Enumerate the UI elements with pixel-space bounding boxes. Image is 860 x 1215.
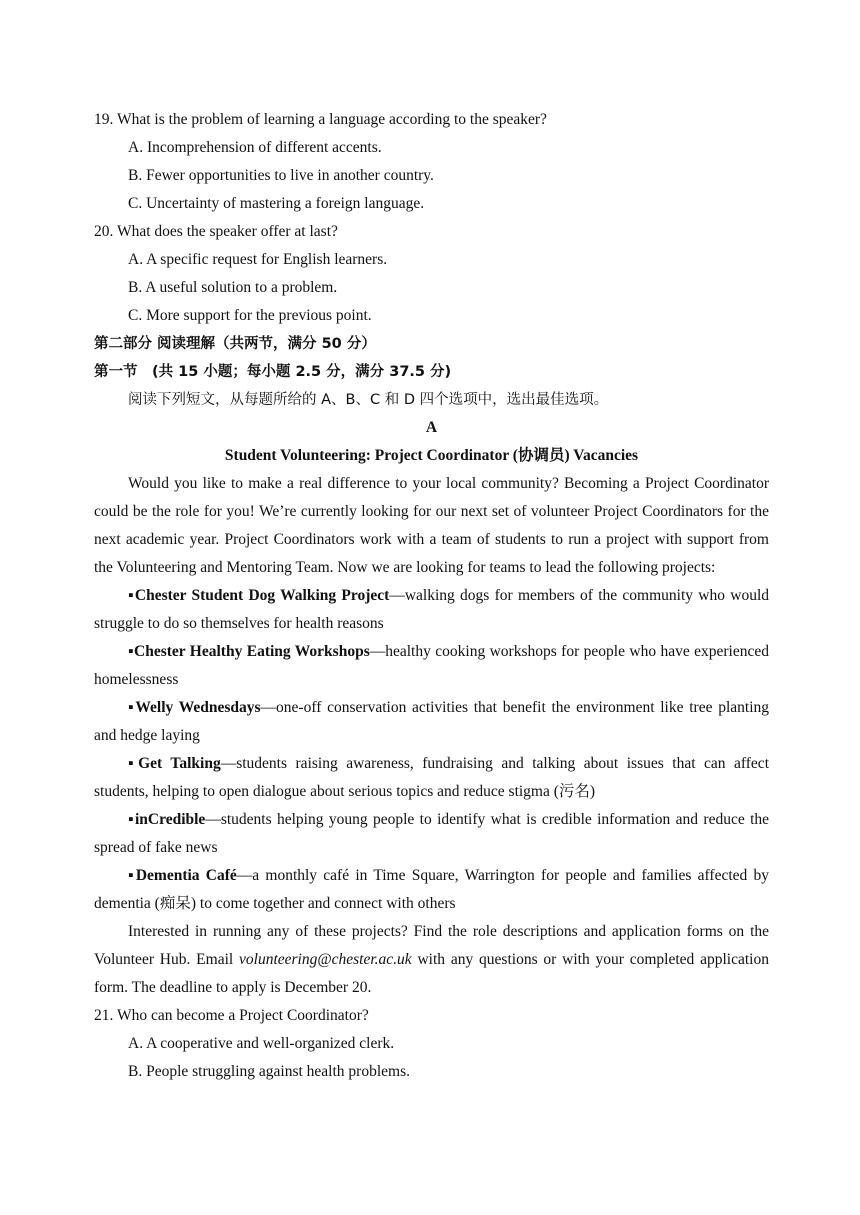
project-name: ▪Dementia Café [128, 867, 237, 884]
closing-text: with any questions or with your completed application form. The deadline to apply is December 20. [94, 951, 769, 996]
contact-email: volunteering@chester.ac.uk [239, 951, 412, 968]
question-19: 19. What is the problem of learning a language according to the speaker? [94, 111, 547, 128]
project-item [94, 582, 769, 638]
project-desc: —students raising awareness, fundraising and talking about issues that can affect students, helping to open dialogue about serious topics and reduce stigma (污名) [94, 755, 769, 800]
option-20b: B. A useful solution to a problem. [128, 279, 338, 296]
project-name: ▪inCredible [128, 811, 206, 828]
option-20c: C. More support for the previous point. [128, 307, 372, 324]
project-desc: —a monthly café in Time Square, Warrington for people and families affected by dementia (痴呆) to come together and connect with others [94, 867, 770, 912]
project-desc: —healthy cooking workshops for people who have experienced homelessness [94, 643, 770, 688]
option-20a: A. A specific request for English learners. [128, 251, 388, 268]
exam-page [94, 106, 769, 1086]
option-19b: B. Fewer opportunities to live in another country. [128, 167, 434, 184]
reading-instruction: 阅读下列短文，从每题所给的 A、B、C 和 D 四个选项中，选出最佳选项。 [128, 392, 609, 408]
option-21a: A. A cooperative and well-organized clerk. [128, 1035, 395, 1052]
project-name: ▪Get Talking [128, 755, 221, 772]
part2-heading: 第二部分 阅读理解（共两节，满分 50 分） [94, 336, 376, 352]
question-20: 20. What does the speaker offer at last? [94, 223, 338, 240]
project-item [94, 638, 769, 694]
section1-heading: 第一节 (共 15 小题；每小题 2.5 分，满分 37.5 分) [94, 364, 452, 380]
project-item [94, 862, 769, 918]
project-desc: —walking dogs for members of the community who would struggle to do so themselves for health reasons [94, 587, 770, 632]
passage-intro: Would you like to make a real difference to your local community? Becoming a Project Coordinator could be the role for you! We’re currently looking for our next set of volunteer Project Coordinators for the next academic year. Project Coordinators work with a team of students to run a project with support from the Volunteering and Mentoring Team. Now we are looking for teams to lead the following projects: [94, 475, 769, 576]
closing-text: Interested in running any of these projects? Find the role descriptions and application forms on the Volunteer Hub. Email [94, 923, 769, 968]
project-desc: —one-off conservation activities that benefit the environment like tree planting and hedge laying [94, 699, 769, 744]
project-name: ▪Chester Student Dog Walking Project [128, 587, 390, 604]
option-19a: A. Incomprehension of different accents. [128, 139, 382, 156]
project-item [94, 806, 769, 862]
passage-letter: A [425, 419, 438, 436]
project-item [94, 750, 769, 806]
project-item [94, 694, 769, 750]
option-21b: B. People struggling against health problems. [128, 1063, 410, 1080]
option-19c: C. Uncertainty of mastering a foreign language. [128, 195, 425, 212]
project-name: ▪Welly Wednesdays [128, 699, 261, 716]
passage-title: Student Volunteering: Project Coordinator (协调员) Vacancies [224, 447, 639, 464]
passage-closing [94, 918, 769, 1002]
project-name: ▪Chester Healthy Eating Workshops [128, 643, 370, 660]
question-21: 21. Who can become a Project Coordinator? [94, 1007, 369, 1024]
project-desc: —students helping young people to identify what is credible information and reduce the spread of fake news [94, 811, 770, 856]
